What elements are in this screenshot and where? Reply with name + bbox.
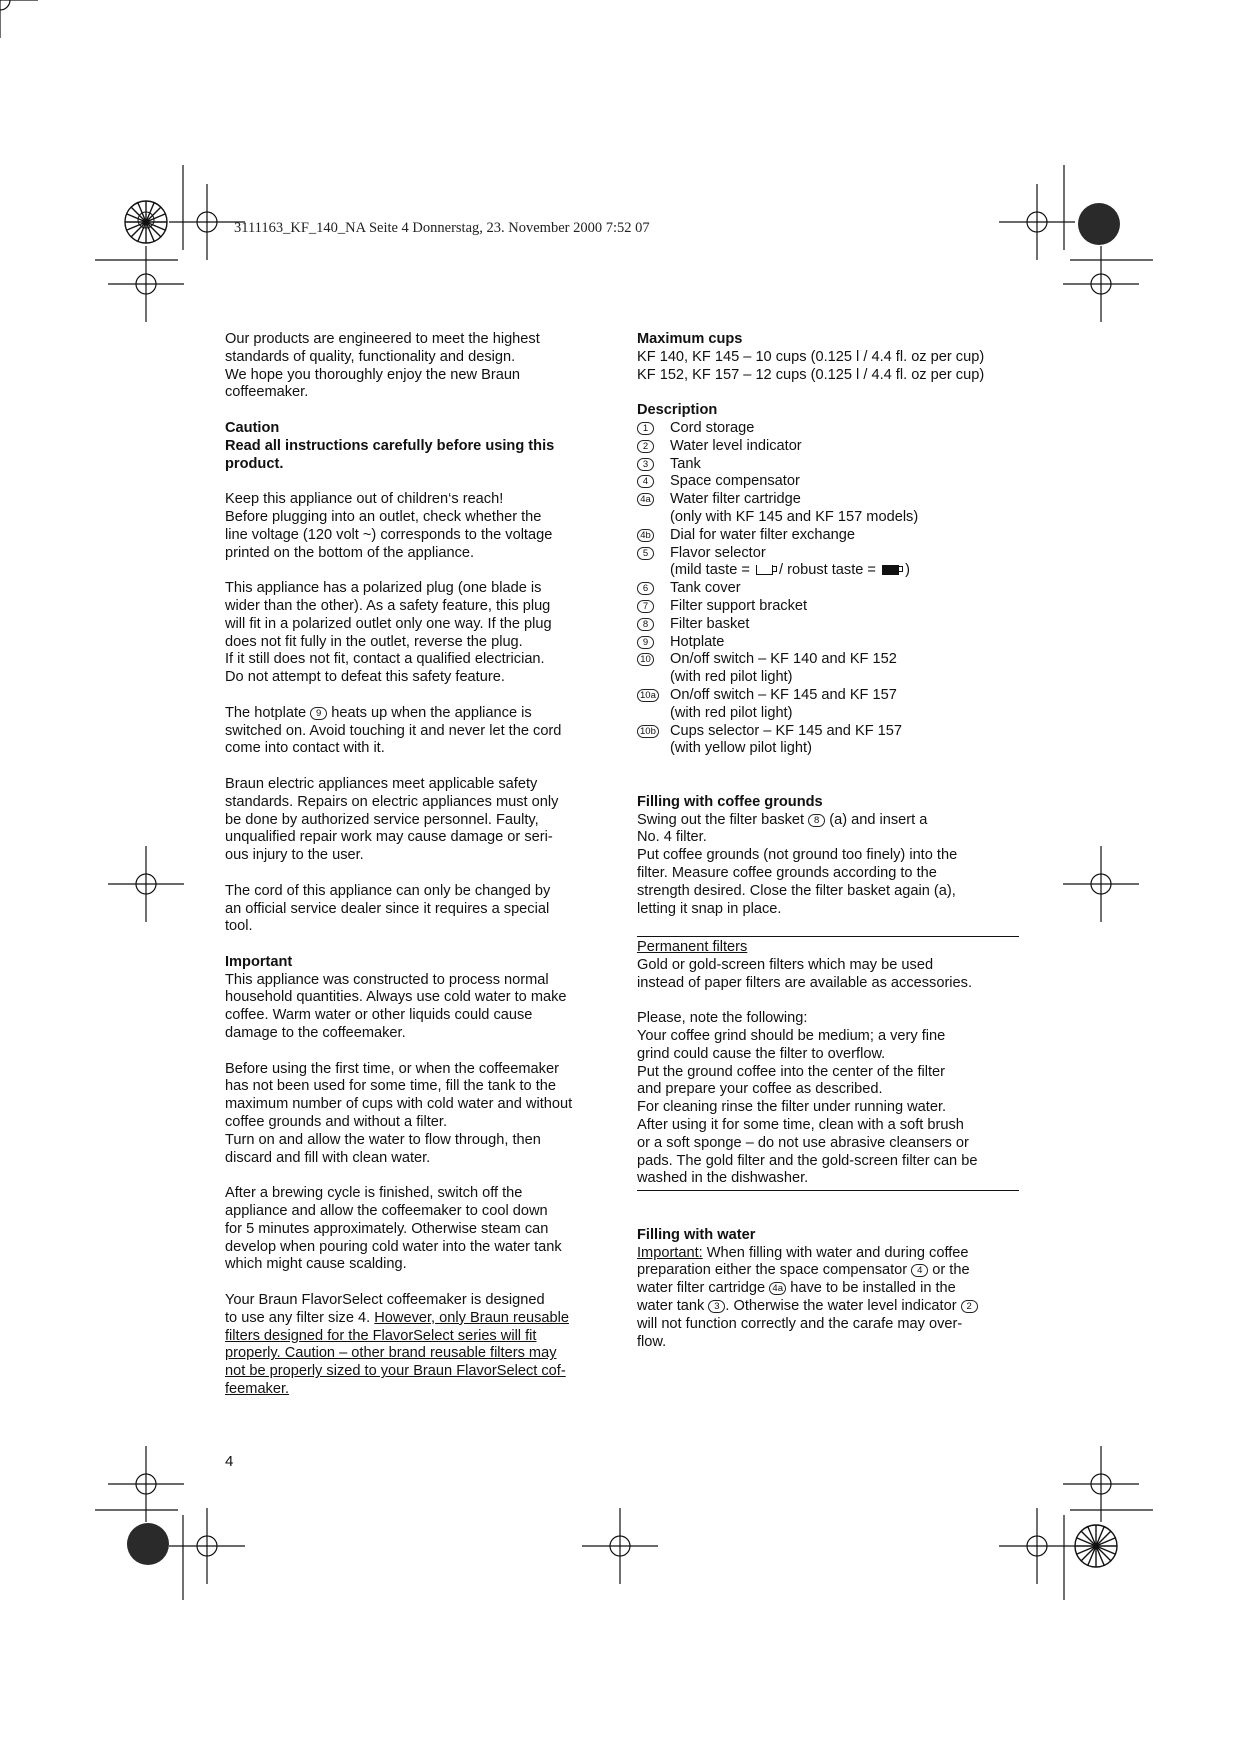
text-line: We hope you thoroughly enjoy the new Braun: [225, 366, 521, 383]
list-item: 10 On/off switch – KF 140 and KF 152: [637, 651, 1019, 669]
text-line: or a soft sponge – do not use abrasive cleansers or: [637, 1134, 969, 1151]
part-number-badge: 4b: [637, 529, 654, 542]
text-line: KF 140, KF 145 – 10 cups (0.125 l / 4.4 fl. oz per cup): [637, 348, 985, 365]
text-line: pads. The gold filter and the gold-screen filter can be: [637, 1152, 978, 1169]
text-line: KF 152, KF 157 – 12 cups (0.125 l / 4.4 fl. oz per cup): [637, 366, 985, 383]
robust-cup-icon: [882, 565, 899, 575]
left-column: [225, 331, 605, 1399]
text-line: For cleaning rinse the filter under running water.: [637, 1099, 947, 1116]
part-number-badge: 4a: [769, 1282, 786, 1295]
list-item: 8 Filter basket: [637, 616, 1019, 634]
list-item: 4b Dial for water filter exchange: [637, 527, 1019, 545]
part-number-badge: 3: [708, 1300, 725, 1313]
text-line: Swing out the filter basket 8 (a) and insert a: [637, 811, 928, 828]
text-line: Put the ground coffee into the center of the filter: [637, 1063, 946, 1080]
text-line: standards. Repairs on electric appliances must only: [225, 793, 559, 810]
text-line: Braun electric appliances meet applicable safety: [225, 775, 538, 792]
text-line: grind could cause the filter to overflow.: [637, 1045, 886, 1062]
text-line: preparation either the space compensator 4 or the: [637, 1262, 970, 1279]
text-line: coffee grounds and without a filter.: [225, 1114, 448, 1131]
text-line: properly. Caution – other brand reusable filters may: [225, 1345, 557, 1362]
part-number-badge: 9: [637, 636, 654, 649]
text-line: If it still does not fit, contact a qualified electrician.: [225, 651, 545, 668]
list-item: 6 Tank cover: [637, 580, 1019, 598]
text-line: Your coffee grind should be medium; a very fine: [637, 1028, 946, 1045]
text-line: has not been used for some time, fill the tank to the: [225, 1078, 556, 1095]
text-line: household quantities. Always use cold water to make: [225, 989, 567, 1006]
part-number-badge: 4: [911, 1264, 928, 1277]
divider: [637, 936, 1019, 937]
text-line: After a brewing cycle is finished, switch off the: [225, 1185, 523, 1202]
list-item: (only with KF 145 and KF 157 models): [670, 508, 919, 525]
part-number-badge: 2: [637, 440, 654, 453]
list-item: 9 Hotplate: [637, 634, 1019, 652]
text-line: maximum number of cups with cold water and without: [225, 1096, 573, 1113]
text-line: Important: When filling with water and during coffee: [637, 1244, 969, 1261]
text-line: Turn on and allow the water to flow through, then: [225, 1131, 541, 1148]
mild-cup-icon: [756, 565, 773, 575]
text-line: Do not attempt to defeat this safety feature.: [225, 669, 505, 686]
description-heading: Description: [637, 402, 718, 419]
text-line: The hotplate 9 heats up when the appliance is: [225, 704, 532, 721]
flavor-taste-line: (mild taste = / robust taste = ): [670, 562, 910, 579]
list-item: (with red pilot light): [670, 669, 793, 686]
part-number-badge: 7: [637, 600, 654, 613]
text-line: to use any filter size 4. However, only Braun reusable: [225, 1309, 569, 1326]
important-heading: Important: [225, 953, 293, 970]
part-number-badge: 2: [961, 1300, 978, 1313]
text-line: damage to the coffeemaker.: [225, 1025, 406, 1042]
text-line: does not fit fully in the outlet, reverse the plug.: [225, 633, 523, 650]
maximum-cups-heading: Maximum cups: [637, 331, 743, 347]
part-number-badge: 10a: [637, 689, 659, 702]
list-item: 3 Tank: [637, 456, 1019, 474]
text-line: This appliance was constructed to process normal: [225, 971, 549, 988]
caution-heading: Caution: [225, 419, 280, 436]
list-item: 4 Space compensator: [637, 473, 1019, 491]
text-line: discard and fill with clean water.: [225, 1149, 431, 1166]
text-line: coffee. Warm water or other liquids could cause: [225, 1007, 533, 1024]
text-line: switched on. Avoid touching it and never let the cord: [225, 722, 562, 739]
part-number-badge: 5: [637, 547, 654, 560]
text-line: filter. Measure coffee grounds according to the: [637, 864, 937, 881]
text-line: be done by authorized service personnel. Faulty,: [225, 811, 539, 828]
print-slug: 3111163_KF_140_NA Seite 4 Donnerstag, 23. November 2000 7:52 07: [234, 220, 650, 236]
part-number-badge: 4a: [637, 493, 654, 506]
text-line: After using it for some time, clean with a soft brush: [637, 1117, 964, 1134]
text-line: printed on the bottom of the appliance.: [225, 544, 475, 561]
text-line: Gold or gold-screen filters which may be used: [637, 956, 934, 973]
text-line: No. 4 filter.: [637, 829, 707, 846]
text-line: for 5 minutes approximately. Otherwise steam can: [225, 1220, 549, 1237]
filling-water-heading: Filling with water: [637, 1226, 756, 1243]
text-line: product.: [225, 455, 284, 472]
list-item: 10b Cups selector – KF 145 and KF 157: [637, 723, 1019, 741]
text-line: This appliance has a polarized plug (one blade is: [225, 580, 542, 597]
text-line: develop when pouring cold water into the water tank: [225, 1238, 562, 1255]
text-line: Your Braun FlavorSelect coffeemaker is designed: [225, 1292, 545, 1309]
text-line: Put coffee grounds (not ground too finely) into the: [637, 847, 958, 864]
part-number-badge: 9: [310, 707, 327, 720]
text-line: flow.: [637, 1333, 667, 1350]
text-line: feemaker.: [225, 1381, 290, 1398]
description-list: [637, 420, 1019, 758]
part-number-badge: 10b: [637, 725, 659, 738]
part-number-badge: 8: [637, 618, 654, 631]
text-line: ous injury to the user.: [225, 847, 364, 864]
list-item: 2 Water level indicator: [637, 438, 1019, 456]
part-number-badge: 6: [637, 582, 654, 595]
text-line: and prepare your coffee as described.: [637, 1081, 883, 1098]
text-line: standards of quality, functionality and design.: [225, 348, 516, 365]
text-line: appliance and allow the coffeemaker to cool down: [225, 1203, 548, 1220]
list-item: 4a Water filter cartridge: [637, 491, 1019, 509]
text-line: not be properly sized to your Braun FlavorSelect cof-: [225, 1363, 566, 1380]
text-line: Before plugging into an outlet, check whether the: [225, 508, 542, 525]
text-line: washed in the dishwasher.: [637, 1170, 809, 1187]
list-item: (with red pilot light): [670, 704, 793, 721]
text-line: come into contact with it.: [225, 740, 385, 757]
part-number-badge: 10: [637, 653, 654, 666]
text-line: will fit in a polarized outlet only one way. If the plug: [225, 615, 552, 632]
text-line: filters designed for the FlavorSelect series will fit: [225, 1327, 537, 1344]
text-line: coffeemaker.: [225, 384, 309, 401]
text-line: letting it snap in place.: [637, 900, 782, 917]
text-line: will not function correctly and the carafe may over-: [637, 1315, 963, 1332]
page-number: 4: [225, 1453, 234, 1470]
list-item: (with yellow pilot light): [670, 740, 812, 757]
text-line: water filter cartridge 4a have to be installed in the: [637, 1280, 956, 1297]
list-item: 7 Filter support bracket: [637, 598, 1019, 616]
right-column: [637, 331, 1019, 1351]
text-line: an official service dealer since it requires a special: [225, 900, 550, 917]
text-line: which might cause scalding.: [225, 1256, 407, 1273]
text-line: unqualified repair work may cause damage or seri-: [225, 829, 553, 846]
text-line: Keep this appliance out of children‘s reach!: [225, 491, 504, 508]
part-number-badge: 3: [637, 458, 654, 471]
text-line: Read all instructions carefully before using this: [225, 437, 555, 454]
text-line: Please, note the following:: [637, 1010, 808, 1027]
text-line: water tank 3 . Otherwise the water level indicator 2: [637, 1298, 1019, 1316]
part-number-badge: 1: [637, 422, 654, 435]
text-line: strength desired. Close the filter basket again (a),: [637, 882, 956, 899]
filling-coffee-heading: Filling with coffee grounds: [637, 793, 823, 810]
part-number-badge: 8: [808, 814, 825, 827]
list-item: 5 Flavor selector: [637, 545, 1019, 563]
list-item: 10a On/off switch – KF 145 and KF 157: [637, 687, 1019, 705]
text-line: tool.: [225, 918, 253, 935]
text-line: The cord of this appliance can only be changed by: [225, 882, 551, 899]
text-line: Before using the first time, or when the coffeemaker: [225, 1060, 559, 1077]
text-line: Our products are engineered to meet the highest: [225, 331, 540, 347]
part-number-badge: 4: [637, 475, 654, 488]
text-line: instead of paper filters are available as accessories.: [637, 974, 973, 991]
list-item: 1 Cord storage: [637, 420, 1019, 438]
text-line: line voltage (120 volt ~) corresponds to the voltage: [225, 526, 553, 543]
permanent-filters-heading: Permanent filters: [637, 939, 748, 956]
text-line: wider than the other). As a safety feature, this plug: [225, 597, 551, 614]
